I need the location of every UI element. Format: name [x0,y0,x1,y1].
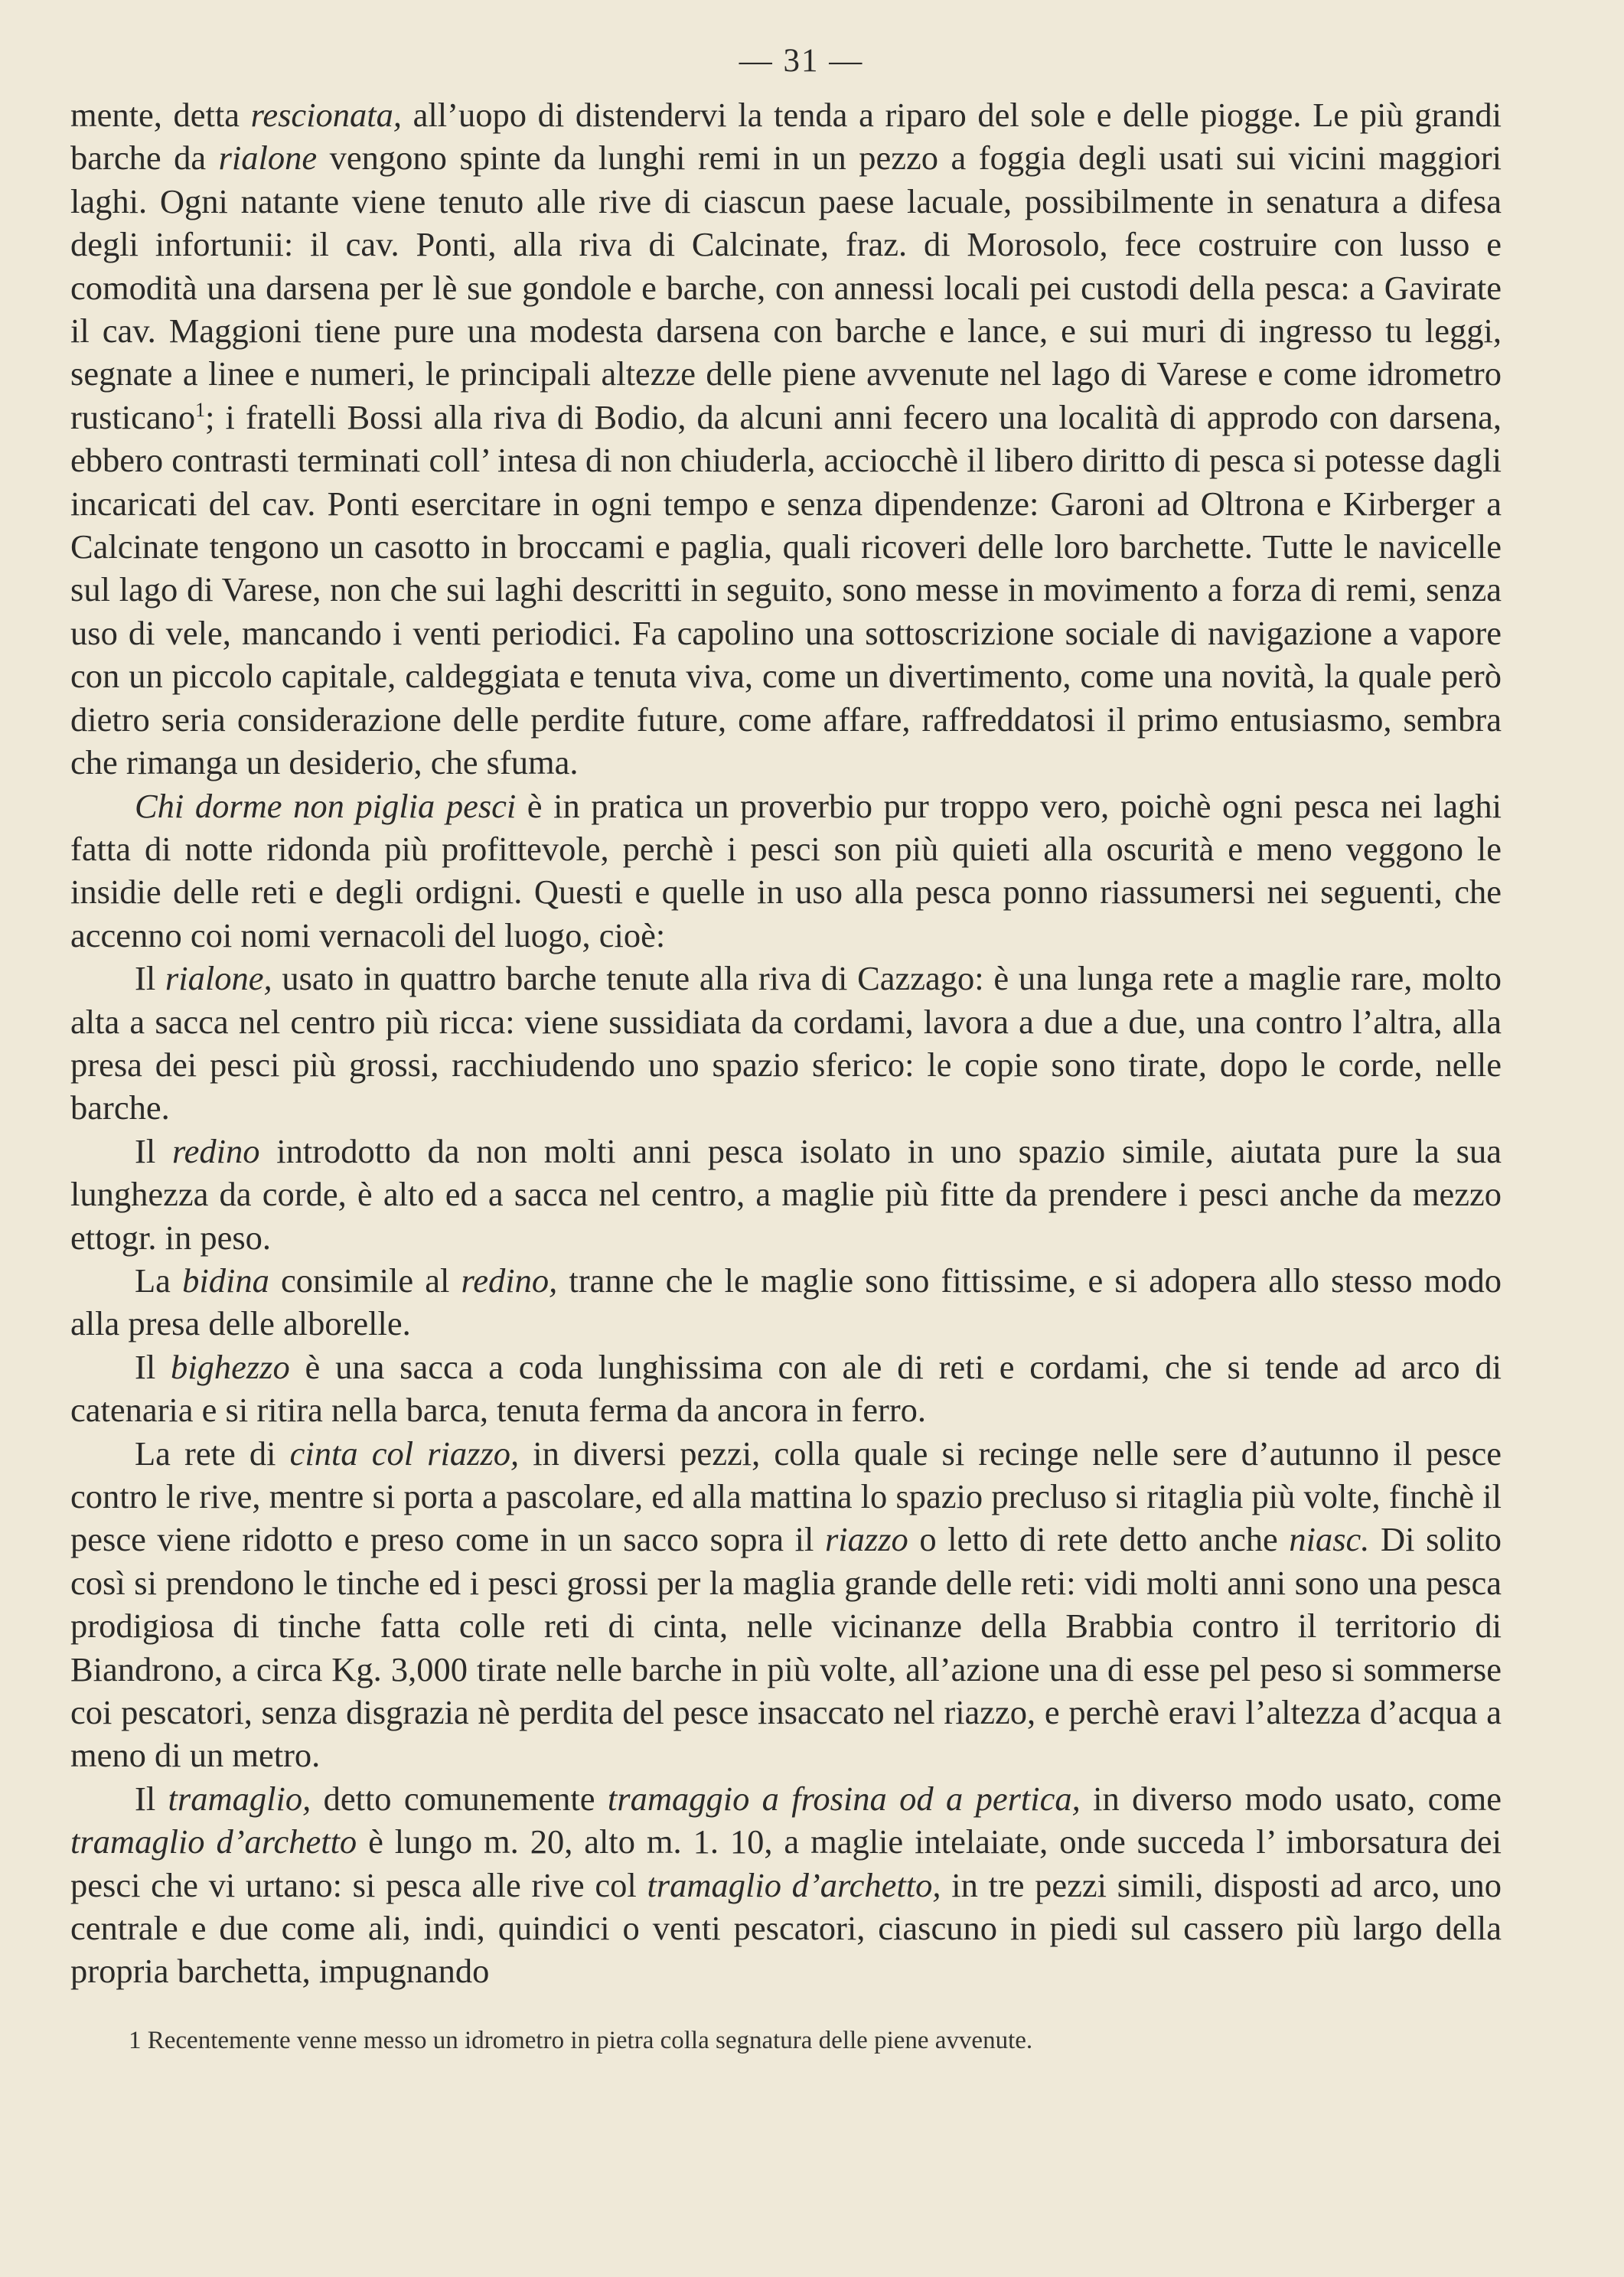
italic-term: bighezzo [170,1347,290,1386]
text-run: in diverso modo usato, come [1080,1779,1502,1818]
italic-term: redino [171,1131,260,1170]
text-run: è una sacca a coda lunghissima con ale di reti e cordami, che si tende ad arco di catenaria e si ritira nella barca, tenuta ferma da ancora in ferro. [70,1347,1502,1430]
italic-term: tramaglio, [168,1779,311,1818]
italic-term: tramaglio d’archetto, [647,1865,941,1904]
paragraph [70,957,1502,1130]
text-run: in tre pezzi simili, disposti ad arco, uno centrale e due come ali, indi, quindici o venti pescatori, ciascuno in piedi sul cassero più largo della propria barchetta, impugnando [70,1865,1502,1991]
paragraph [70,93,1502,785]
italic-term: rescionata, [250,96,402,134]
text-run: Il [135,1131,172,1170]
text-run: è in pratica un proverbio pur troppo vero, poichè ogni pesca nei laghi fatta di notte ridonda più profittevole, perchè i pesci son più quieti alla oscurità e meno veggono le insidie delle reti e degli ordigni. Questi e quelle in uso alla pesca ponno riassumersi nei seguenti, che accenno coi nomi vernacoli del luogo, cioè: [70,786,1502,954]
paragraph [70,785,1502,957]
paragraph [70,1777,1502,1993]
footnote-text: Recentemente venne messo un idrometro in pietra colla segnatura delle piene avvenute. [147,2026,1033,2054]
italic-term: bidina [182,1261,269,1300]
text-run: Il [135,1347,171,1386]
text-run: tranne che le maglie sono fittissime, e si adopera allo stesso modo alla presa delle alborelle. [70,1261,1502,1343]
text-run: ; i fratelli Bossi alla riva di Bodio, da alcuni anni fecero una località di approdo con darsena, ebbero contrasti terminati coll’ intesa di non chiuderla, acciocchè il libero diritto di pesca si potesse dagli incaricati del cav. Ponti esercitare in ogni tempo e senza dipendenze: Garoni ad Oltrona e Kirberger a Calcinate tengono un casotto in broccami e paglia, quali ricoveri delle loro barchette. Tutte le navicelle sul lago di Varese, non che sui laghi descritti in seguito, sono messe in movimento a forza di remi, senza uso di vele, mancando i venti periodici. Fa capolino una sottoscrizione sociale di navigazione a vapore con un piccolo capitale, caldeggiata e tenuta viva, come un divertimento, come una novità, la quale però dietro seria considerazione delle perdite future, come affare, raffreddatosi il primo entusiasmo, sembra che rimanga un desiderio, che sfuma. [70,397,1502,782]
footnote-marker: 1 [129,2026,142,2054]
text-run: in diversi pezzi, colla quale si recinge nelle sere d’autunno il pesce contro le rive, mentre si porta a pascolare, ed alla mattina lo spazio precluso si ritaglia più volte, finchè il pesce viene ridotto e preso come in un sacco sopra il [70,1434,1502,1559]
paragraph [70,1130,1502,1259]
text-run: Di solito così si prendono le tinche ed i pesci grossi per la maglia grande delle reti: vidi molti anni sono una pesca prodigiosa di tinche fatta colle reti di cinta, nelle vicinanze della Brabbia contro il territorio di Biandrono, a circa Kg. 3,000 tirate nelle barche in più volte, all’azione una di esse pel peso si sommerse coi pescatori, senza disgrazia nè perdita del pesce insaccato nel riazzo, e perchè eravi l’altezza d’acqua a meno di un metro. [70,1520,1502,1775]
italic-term: rialone [218,139,318,178]
paragraph [70,1259,1502,1346]
paragraph [70,1432,1502,1777]
italic-term: tramaglio d’archetto [70,1822,357,1861]
italic-term: riazzo [824,1520,908,1559]
italic-term: redino, [461,1261,558,1300]
text-run: La [135,1261,183,1300]
italic-term: rialone, [165,959,272,998]
text-run: introdotto da non molti anni pesca isolato in uno spazio simile, aiutata pure la sua lunghezza da corde, è alto ed a sacca nel centro, a maglie più fitte da prendere i pesci anche da mezzo ettogr. in peso. [70,1131,1502,1257]
text-run: usato in quattro barche tenute alla riva di Cazzago: è una lunga rete a maglie rare, molto alta a sacca nel centro più ricca: viene sussidiata da cordami, lavora a due a due, una contro l’altra, alla presa dei pesci più grossi, racchiudendo uno spazio sferico: le copie sono tirate, dopo le corde, nelle barche. [70,959,1502,1127]
text-run: all’uopo di distendervi la tenda a riparo del sole e delle piogge. Le più grandi barche da [70,96,1502,178]
italic-term: Chi dorme non piglia pesci [135,786,517,825]
body-text [70,93,1502,1993]
text-run: o letto di rete detto anche [908,1520,1290,1559]
text-run: Il [135,959,165,998]
text-run: Il [135,1779,168,1818]
footnote [70,2024,1502,2057]
page-number: — 31 — [739,43,864,79]
text-run: La rete di [135,1434,290,1473]
text-run: consimile al [269,1261,461,1300]
italic-term: cinta col riazzo, [289,1434,520,1473]
paragraph [70,1346,1502,1432]
text-run: vengono spinte da lunghi remi in un pezzo a foggia degli usati sui vicini maggiori laghi. Ogni natante viene tenuto alle rive di ciascun paese lacuale, possibilmente in senatura a difesa degli infortunii: il cav. Ponti, alla riva di Calcinate, fraz. di Morosolo, fece costruire con lusso e comodità una darsena per lè sue gondole e barche, con annessi locali pei custodi della pesca: a Gavirate il cav. Maggioni tiene pure una modesta darsena con barche e lance, e sui muri di ingresso tu leggi, segnate a linee e numeri, le principali altezze delle piene avvenute nel lago di Varese e come idrometro rusticano [70,139,1502,436]
footnote-ref: 1 [195,399,206,422]
text-run: è lungo m. 20, alto m. 1. 10, a maglie intelaiate, onde succeda l’ imborsatura dei pesci che vi urtano: si pesca alle rive col [70,1822,1502,1904]
text-run: detto comunemente [311,1779,608,1818]
italic-term: tramaggio a frosina od a pertica, [607,1779,1081,1818]
text-run: mente, detta [70,96,251,134]
italic-term: niasc. [1289,1520,1370,1559]
